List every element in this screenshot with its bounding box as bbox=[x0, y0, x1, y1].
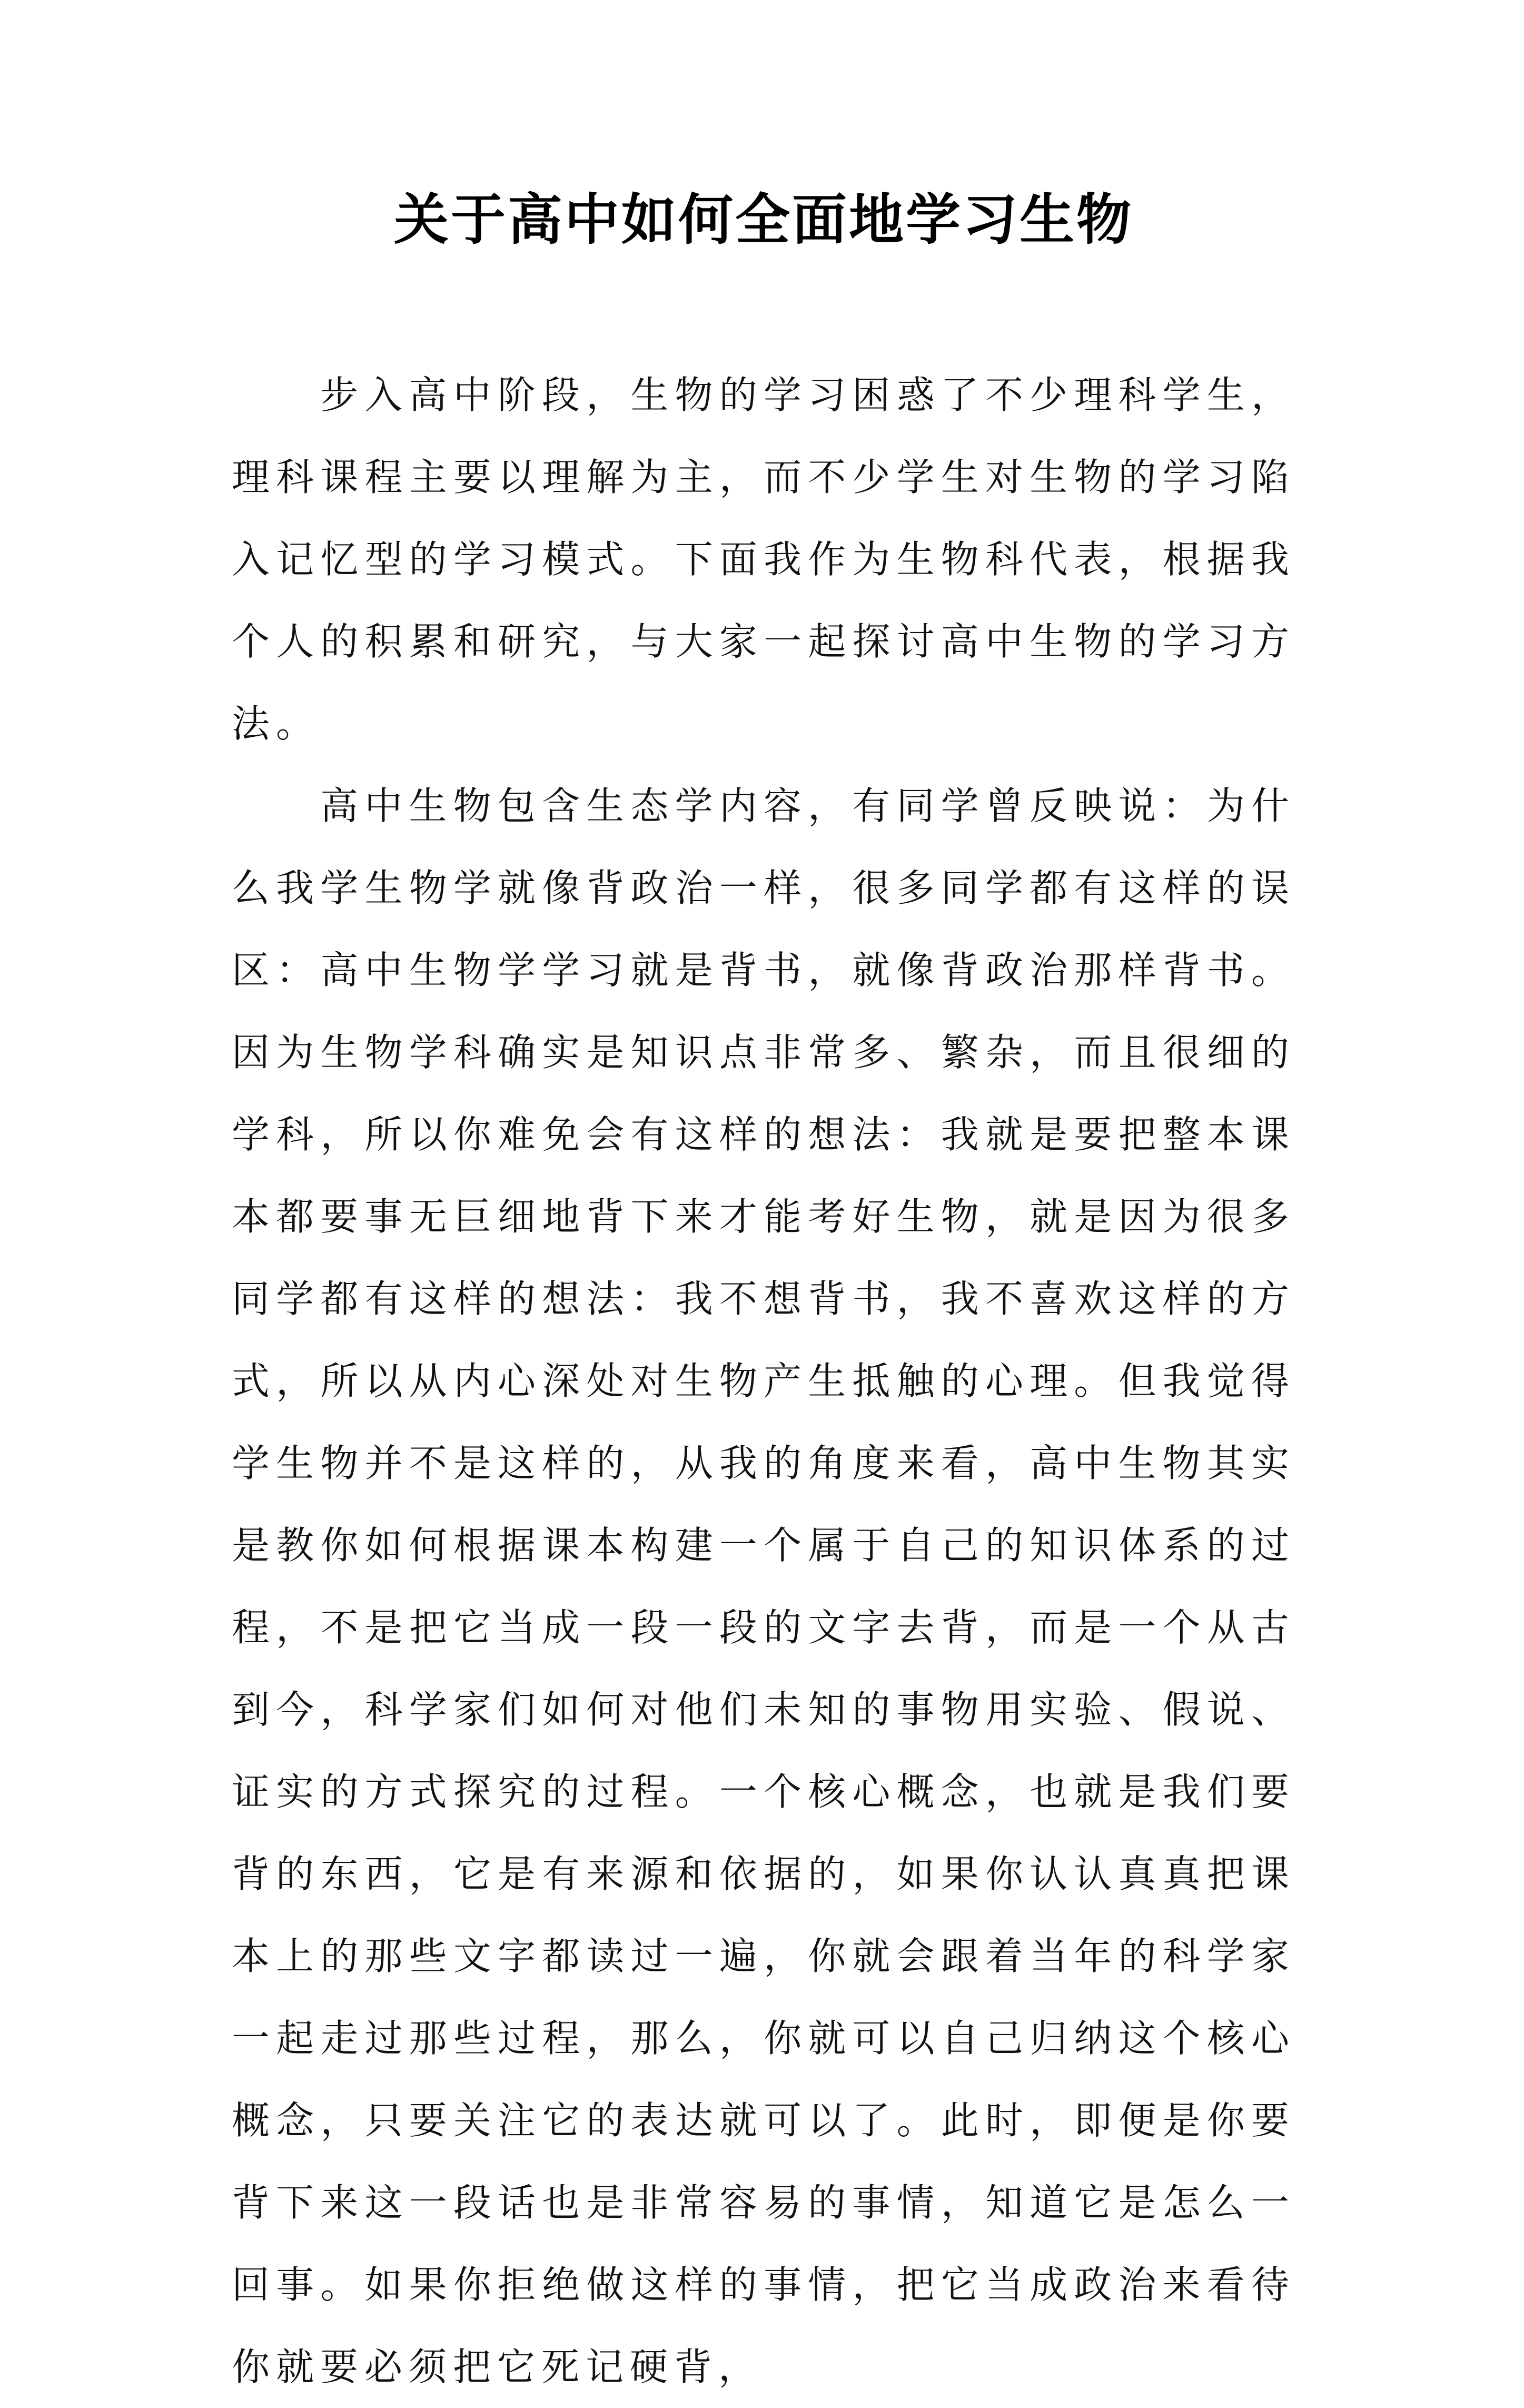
document-body bbox=[232, 354, 1295, 2408]
document-title: 关于高中如何全面地学习生物 bbox=[393, 187, 1133, 252]
paragraph-intro: 步入高中阶段，生物的学习困惑了不少理科学生，理科课程主要以理解为主，而不少学生对生物的学习陷入记忆型的学习模式。下面我作为生物科代表，根据我个人的积累和研究，与大家一起探讨高中生物的学习方法。 bbox=[232, 373, 1295, 746]
paragraph-main: 高中生物包含生态学内容，有同学曾反映说：为什么我学生物学就像背政治一样，很多同学都有这样的误区：高中生物学学习就是背书，就像背政治那样背书。因为生物学科确实是知识点非常多、繁杂，而且很细的学科，所以你难免会有这样的想法：我就是要把整本课本都要事无巨细地背下来才能考好生物，就是因为很多同学都有这样的想法：我不想背书，我不喜欢这样的方式，所以从内心深处对生物产生抵触的心理。但我觉得学生物并不是这样的，从我的角度来看，高中生物其实是教你如何根据课本构建一个属于自己的知识体系的过程，不是把它当成一段一段的文字去背，而是一个从古到今，科学家们如何对他们未知的事物用实验、假说、证实的方式探究的过程。一个核心概念，也就是我们要背的东西，它是有来源和依据的，如果你认认真真把课本上的那些文字都读过一遍，你就会跟着当年的科学家一起走过那些过程，那么，你就可以自己归纳这个核心概念，只要关注它的表达就可以了。此时，即便是你要背下来这一段话也是非常容易的事情，知道它是怎么一回事。如果你拒绝做这样的事情，把它当成政治来看待你就要必须把它死记硬背， bbox=[232, 784, 1295, 2389]
